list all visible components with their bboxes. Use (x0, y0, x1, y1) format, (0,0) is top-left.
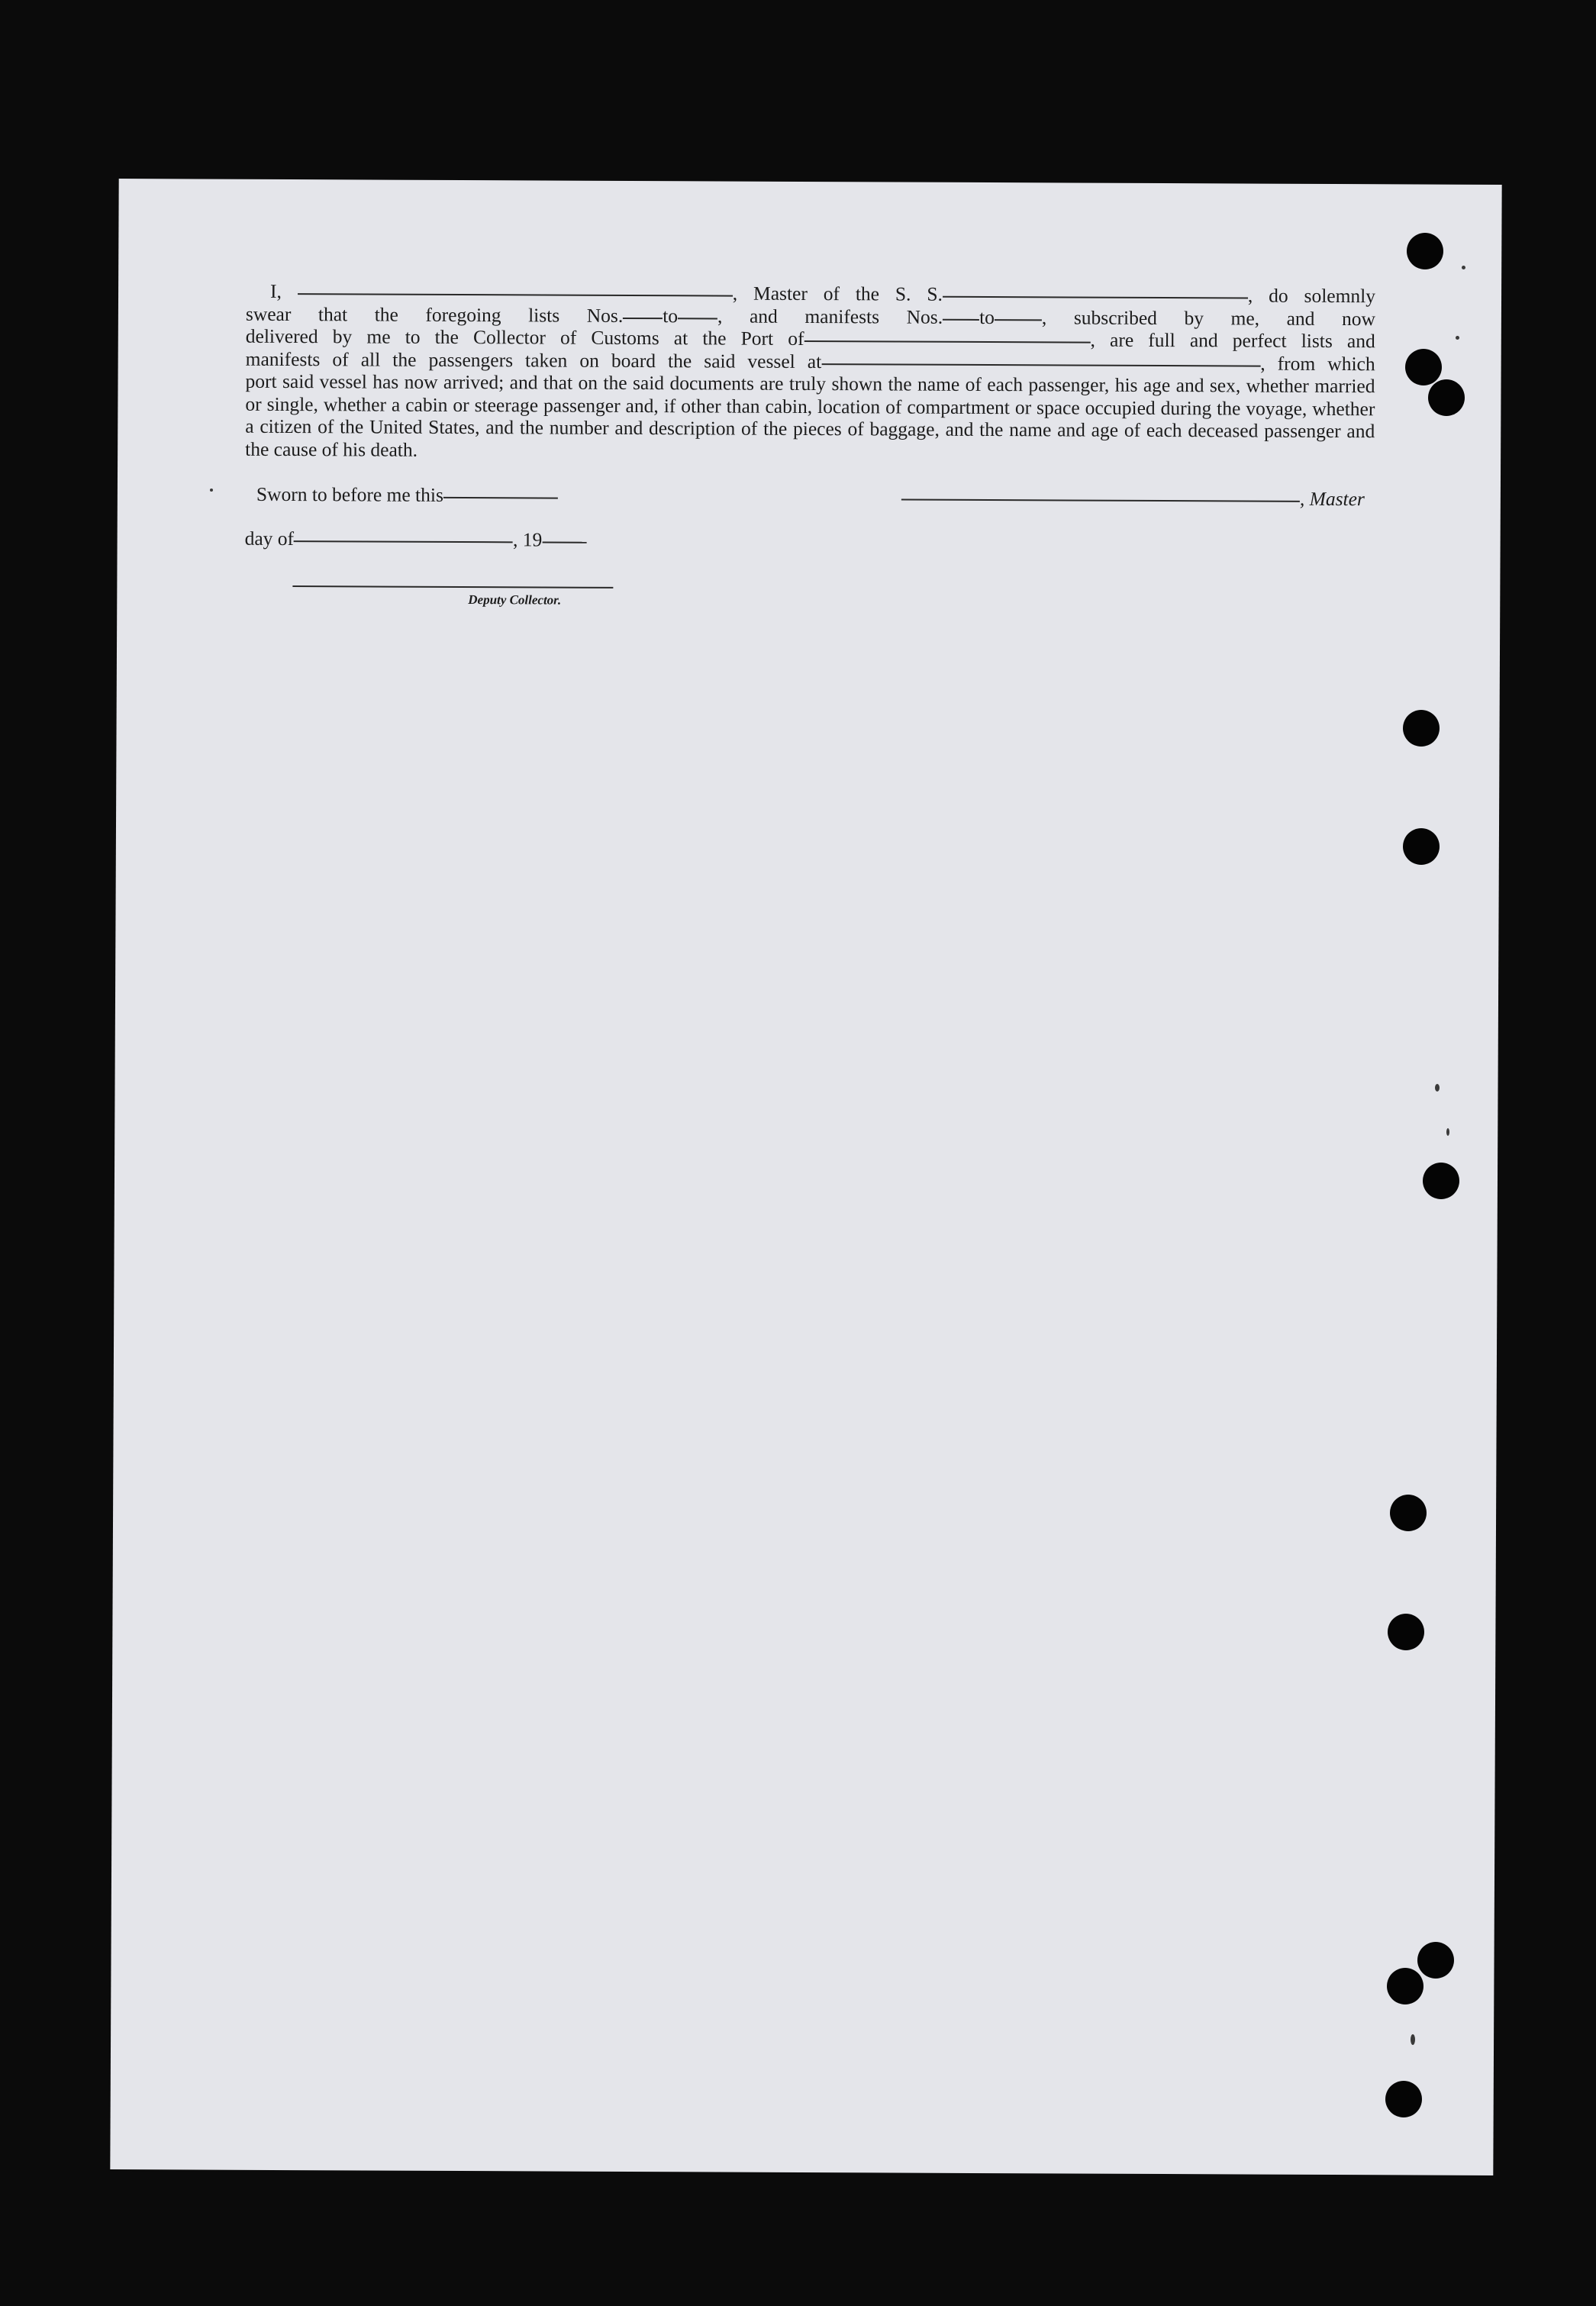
punch-hole (1428, 379, 1465, 416)
document-page (110, 179, 1501, 2175)
departure-port-blank (821, 363, 1260, 367)
master-signature-line: , Master (901, 486, 1365, 511)
day-blank (294, 540, 513, 543)
port-blank (804, 340, 1091, 343)
oath-line-4: manifests of all the passengers taken on board the said vessel at , from which (245, 347, 1375, 375)
punch-hole (1403, 710, 1440, 747)
oath-line-1: I, , Master of the S. S. , do solemnly (269, 279, 1376, 308)
master-signature-blank (901, 498, 1300, 502)
paper-speck (1456, 336, 1459, 340)
deputy-collector-label: Deputy Collector. (468, 592, 562, 608)
oath-line-3: delivered by me to the Collector of Customs at the Port of , are full and perfect lists and (245, 324, 1375, 353)
punch-hole (1387, 1968, 1424, 2004)
deputy-collector-signature-line (292, 585, 613, 589)
punch-hole (1417, 1942, 1454, 1979)
paper-speck (210, 489, 213, 492)
lists-to-blank (678, 317, 717, 319)
oath-line-2: swear that the foregoing lists Nos. to , and manifests Nos. to , subscribed by me, and now (245, 302, 1375, 330)
paper-speck (1446, 1128, 1449, 1136)
sworn-line: Sworn to before me this (256, 483, 558, 508)
oath-paragraph (245, 280, 1375, 465)
punch-hole (1405, 349, 1442, 385)
paper-speck (1435, 1084, 1440, 1092)
year-blank (542, 540, 586, 543)
manifests-to-blank (995, 318, 1042, 321)
punch-hole (1423, 1163, 1459, 1199)
ship-name-blank (943, 295, 1248, 299)
paper-speck (1411, 2034, 1415, 2045)
paper-speck (1462, 266, 1465, 269)
lists-from-blank (623, 316, 663, 318)
oath-body: port said vessel has now arrived; and that on the said documents are truly shown the name of each passenger, his age and sex, whether married or single, whether a cabin or steerage passenger and, if other than cabin, location of compartment or space occupied during the voyage, whether a citizen of the United States, and the number and description of the pieces of baggage, and the name and age of each deceased passenger and the cause of his death. (245, 369, 1375, 461)
sworn-date-blank (443, 496, 558, 499)
punch-hole (1407, 233, 1443, 269)
punch-hole (1390, 1495, 1427, 1531)
day-line: day of , 19 (245, 527, 587, 552)
manifests-from-blank (943, 318, 979, 320)
punch-hole (1385, 2081, 1422, 2117)
punch-hole (1403, 828, 1440, 865)
punch-hole (1388, 1614, 1424, 1650)
master-name-blank (298, 292, 733, 296)
